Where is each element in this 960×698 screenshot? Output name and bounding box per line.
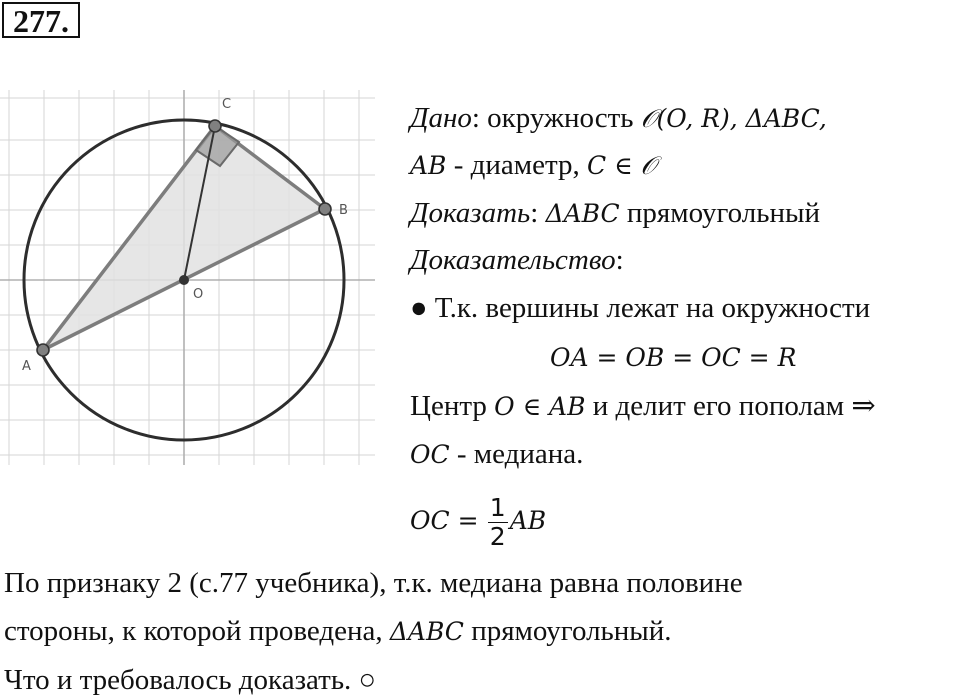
point-c (209, 120, 221, 132)
label-c: C (222, 97, 232, 112)
bullet-line: ● Т.к. вершины лежат на окружности (410, 292, 871, 324)
fraction-half: $\frac{1}{2}$ (489, 492, 506, 551)
given-line-1: Дано: окружность 𝒪(O, R), ΔABC, (410, 102, 827, 134)
center-line: Центр O ∈ AB и делит его пополам ⇒ (410, 390, 876, 422)
label-o: O (193, 287, 204, 302)
qed-line: Что и требовалось доказать. ○ (4, 664, 377, 696)
prove-label: Доказать (410, 197, 531, 229)
problem-number: 277. (2, 2, 80, 38)
point-b (319, 203, 331, 215)
label-a: A (22, 359, 31, 374)
fraction-formula: OC = $\frac{1}{2}$ AB (410, 492, 547, 551)
conclusion-line-1: По признаку 2 (с.77 учебника), т.к. медиана равна половине (4, 567, 743, 599)
proof-label: Доказательство (410, 244, 616, 276)
equality-line: OA = OB = OC = R (550, 343, 797, 372)
conclusion-line-2: стороны, к которой проведена, ΔABC прямоугольный. (4, 615, 672, 647)
geometry-figure (0, 90, 380, 470)
proof-heading: Доказательство: (410, 244, 624, 276)
given-line-2: AB - диаметр, C ∈ 𝒪 (410, 149, 657, 181)
point-o (179, 275, 189, 285)
label-b: B (339, 203, 348, 218)
prove-line: Доказать: ΔABC прямоугольный (410, 197, 821, 229)
given-label: Дано (410, 102, 472, 134)
point-a (37, 344, 49, 356)
median-line: OC - медиана. (410, 438, 584, 470)
